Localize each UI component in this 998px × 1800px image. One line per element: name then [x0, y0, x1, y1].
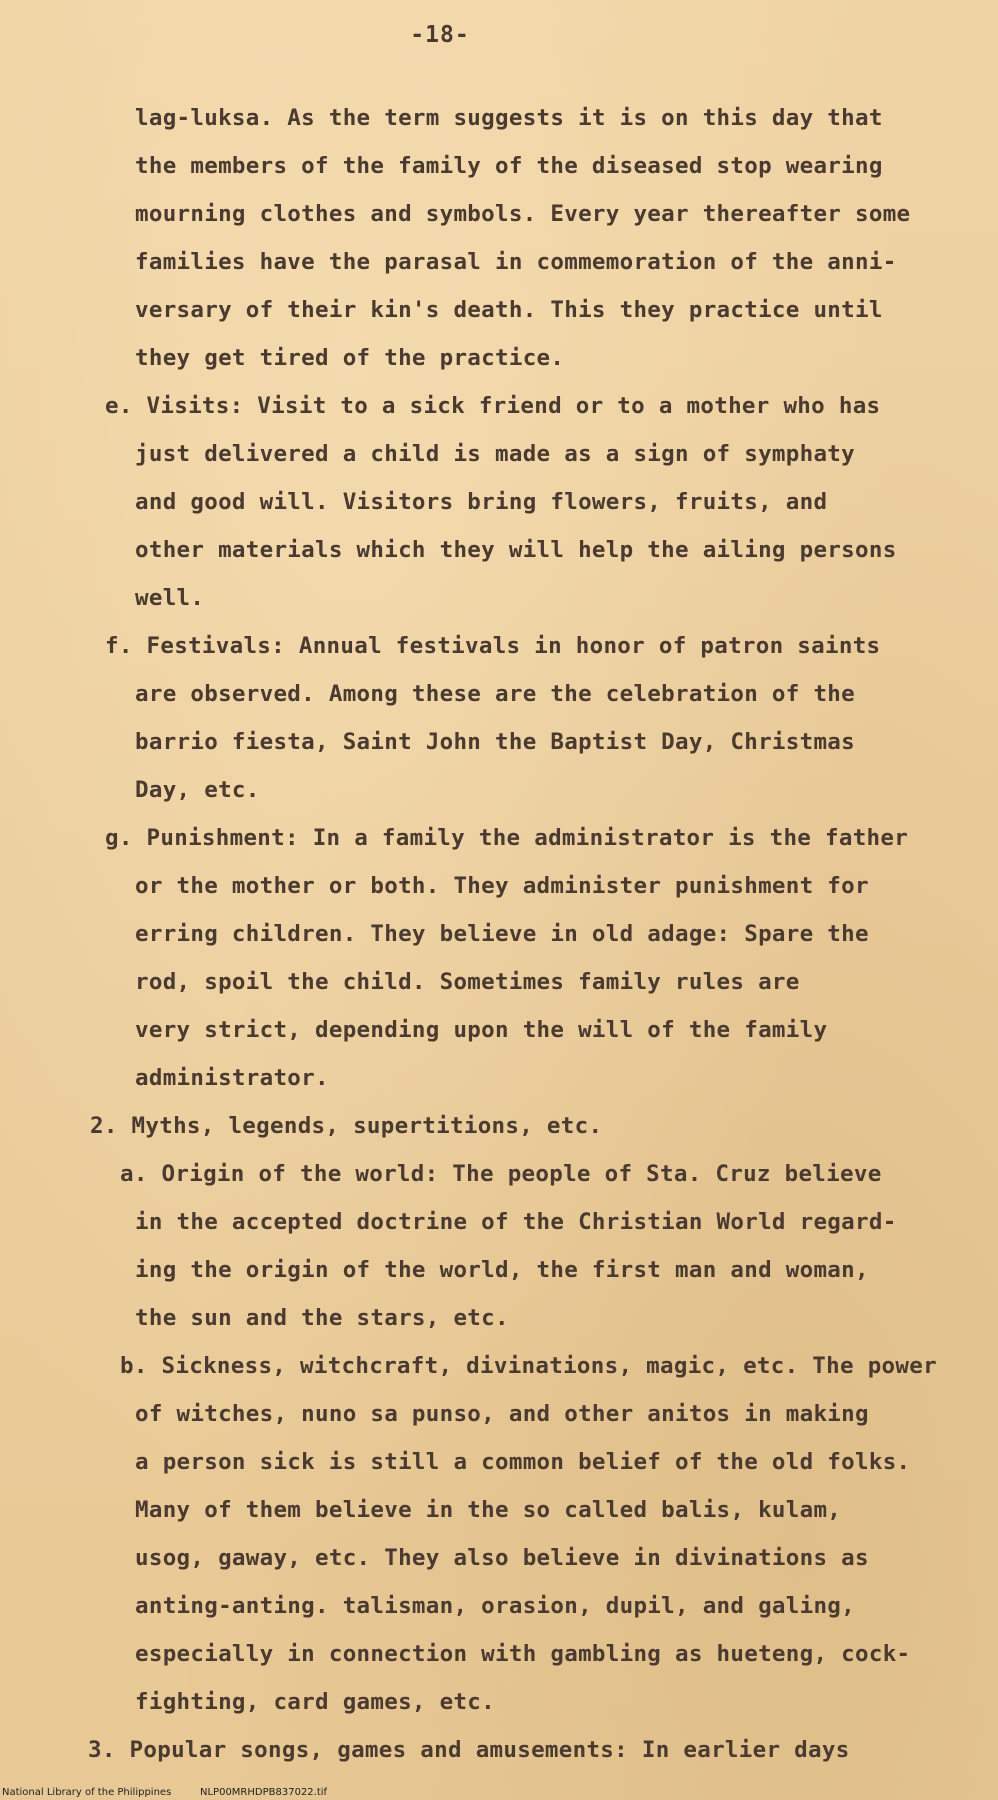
text-line: mourning clothes and symbols. Every year thereafter some: [135, 201, 911, 227]
list-item-punishment: g. Punishment: In a family the administrator is the father: [105, 825, 909, 851]
text-line: barrio fiesta, Saint John the Baptist Day, Christmas: [135, 729, 855, 755]
text-line: administrator.: [135, 1065, 329, 1091]
section-heading-songs: 3. Popular songs, games and amusements: In earlier days: [88, 1737, 850, 1763]
text-line: Many of them believe in the so called balis, kulam,: [135, 1497, 842, 1523]
text-line: a person sick is still a common belief of the old folks.: [135, 1449, 911, 1475]
text-line: just delivered a child is made as a sign of symphaty: [135, 441, 855, 467]
text-line: or the mother or both. They administer punishment for: [135, 873, 869, 899]
text-line: very strict, depending upon the will of the family: [135, 1017, 828, 1043]
text-line: of witches, nuno sa punso, and other anitos in making: [135, 1401, 869, 1427]
text-line: they get tired of the practice.: [135, 345, 565, 371]
text-line: and good will. Visitors bring flowers, fruits, and: [135, 489, 828, 515]
text-line: in the accepted doctrine of the Christian World regard-: [135, 1209, 897, 1235]
list-item-sickness: b. Sickness, witchcraft, divinations, magic, etc. The power: [120, 1353, 937, 1379]
text-line: families have the parasal in commemoration of the anni-: [135, 249, 897, 275]
text-line: the members of the family of the diseased stop wearing: [135, 153, 883, 179]
text-line: the sun and the stars, etc.: [135, 1305, 509, 1331]
text-line: Day, etc.: [135, 777, 260, 803]
text-line: lag-luksa. As the term suggests it is on this day that: [135, 105, 883, 131]
page-number: -18-: [410, 22, 470, 48]
text-line: are observed. Among these are the celebration of the: [135, 681, 855, 707]
text-line: anting-anting. talisman, orasion, dupil, and galing,: [135, 1593, 855, 1619]
text-line: fighting, card games, etc.: [135, 1689, 495, 1715]
library-credit: National Library of the Philippines: [2, 1787, 172, 1798]
list-item-visits: e. Visits: Visit to a sick friend or to a mother who has: [105, 393, 881, 419]
text-line: rod, spoil the child. Sometimes family rules are: [135, 969, 800, 995]
section-heading-myths: 2. Myths, legends, supertitions, etc.: [90, 1113, 603, 1139]
list-item-festivals: f. Festivals: Annual festivals in honor of patron saints: [105, 633, 881, 659]
text-line: especially in connection with gambling as hueteng, cock-: [135, 1641, 911, 1667]
text-line: other materials which they will help the ailing persons: [135, 537, 897, 563]
text-line: versary of their kin's death. This they practice until: [135, 297, 883, 323]
list-item-origin: a. Origin of the world: The people of Sta. Cruz believe: [120, 1161, 882, 1187]
text-line: ing the origin of the world, the first man and woman,: [135, 1257, 869, 1283]
text-line: erring children. They believe in old adage: Spare the: [135, 921, 869, 947]
text-line: well.: [135, 585, 205, 611]
text-line: usog, gaway, etc. They also believe in divinations as: [135, 1545, 869, 1571]
scan-filename: NLP00MRHDPB837022.tif: [200, 1787, 328, 1798]
